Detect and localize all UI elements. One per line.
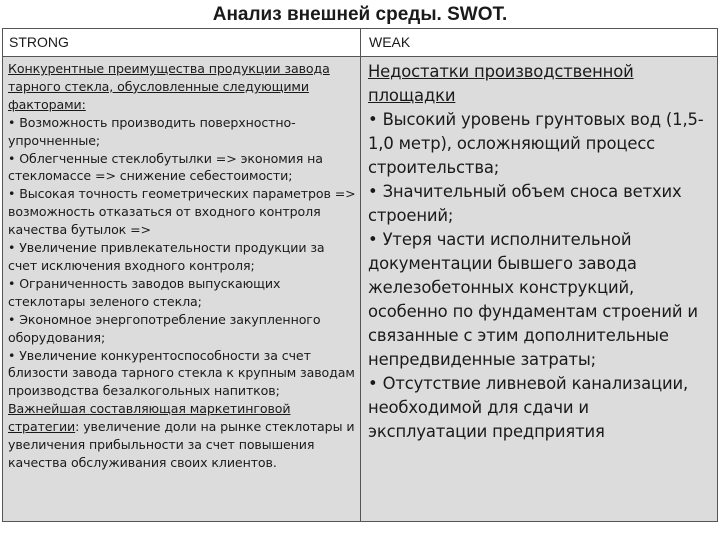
weakness-item: • Значительный объем сноса ветхих строений; [368, 182, 682, 225]
strong-header: STRONG [3, 29, 361, 56]
weakness-item: • Утеря части исполнительной документации бывшего завода железобетонных конструкций, особенно по фундаментам строений и связанные с этим дополнительные непредвиденные затраты; [368, 230, 698, 369]
strength-item: • Увеличение привлекательности продукции за счет исключения входного контроля; [8, 240, 325, 273]
page-title: Анализ внешней среды. SWOT. [212, 4, 508, 25]
swot-table [2, 28, 718, 522]
strength-item: • Ограниченность заводов выпускающих стеклотары зеленого стекла; [8, 275, 281, 309]
strategy-text: : увеличение доли на рынке стеклотары и увеличения прибыльности за счет повышения качества обслуживания своих клиентов. [8, 419, 355, 470]
strengths-cell [3, 57, 361, 521]
strength-item: • Облегченные стеклобутылки => экономия на стекломассе => снижение себестоимости; [8, 150, 323, 184]
strategy-label: Важнейшая составляющая маркетинговой стратегии [8, 401, 291, 435]
strength-item: • Высокая точность геометрических параметров => возможность отказаться от входного контроля качества бутылок => [8, 186, 356, 238]
table-header-row [3, 29, 717, 57]
strength-item: • Возможность производить поверхностно-упрочненные; [8, 114, 296, 148]
strength-item: • Увеличение конкурентоспособности за счет близости завода тарного стекла к крупным заводам производства безалкогольных напитков; [8, 347, 355, 399]
weakness-item: • Высокий уровень грунтовых вод (1,5-1,0 метр), осложняющий процесс строительства; [368, 110, 704, 177]
strategy-paragraph [8, 400, 356, 472]
weakness-item: • Отсутствие ливневой канализации, необходимой для сдачи и эксплуатации предприятия [368, 374, 689, 441]
weaknesses-intro: Недостатки производственной площадки [368, 62, 634, 105]
strengths-intro: Конкурентные преимущества продукции завода тарного стекла, обусловленные следующими факторами: [8, 61, 330, 112]
strength-item: • Экономное энергопотребление закупленного оборудования; [8, 311, 321, 345]
weaknesses-cell [361, 57, 717, 521]
weak-header: WEAK [369, 34, 411, 50]
table-body-row [3, 57, 717, 521]
